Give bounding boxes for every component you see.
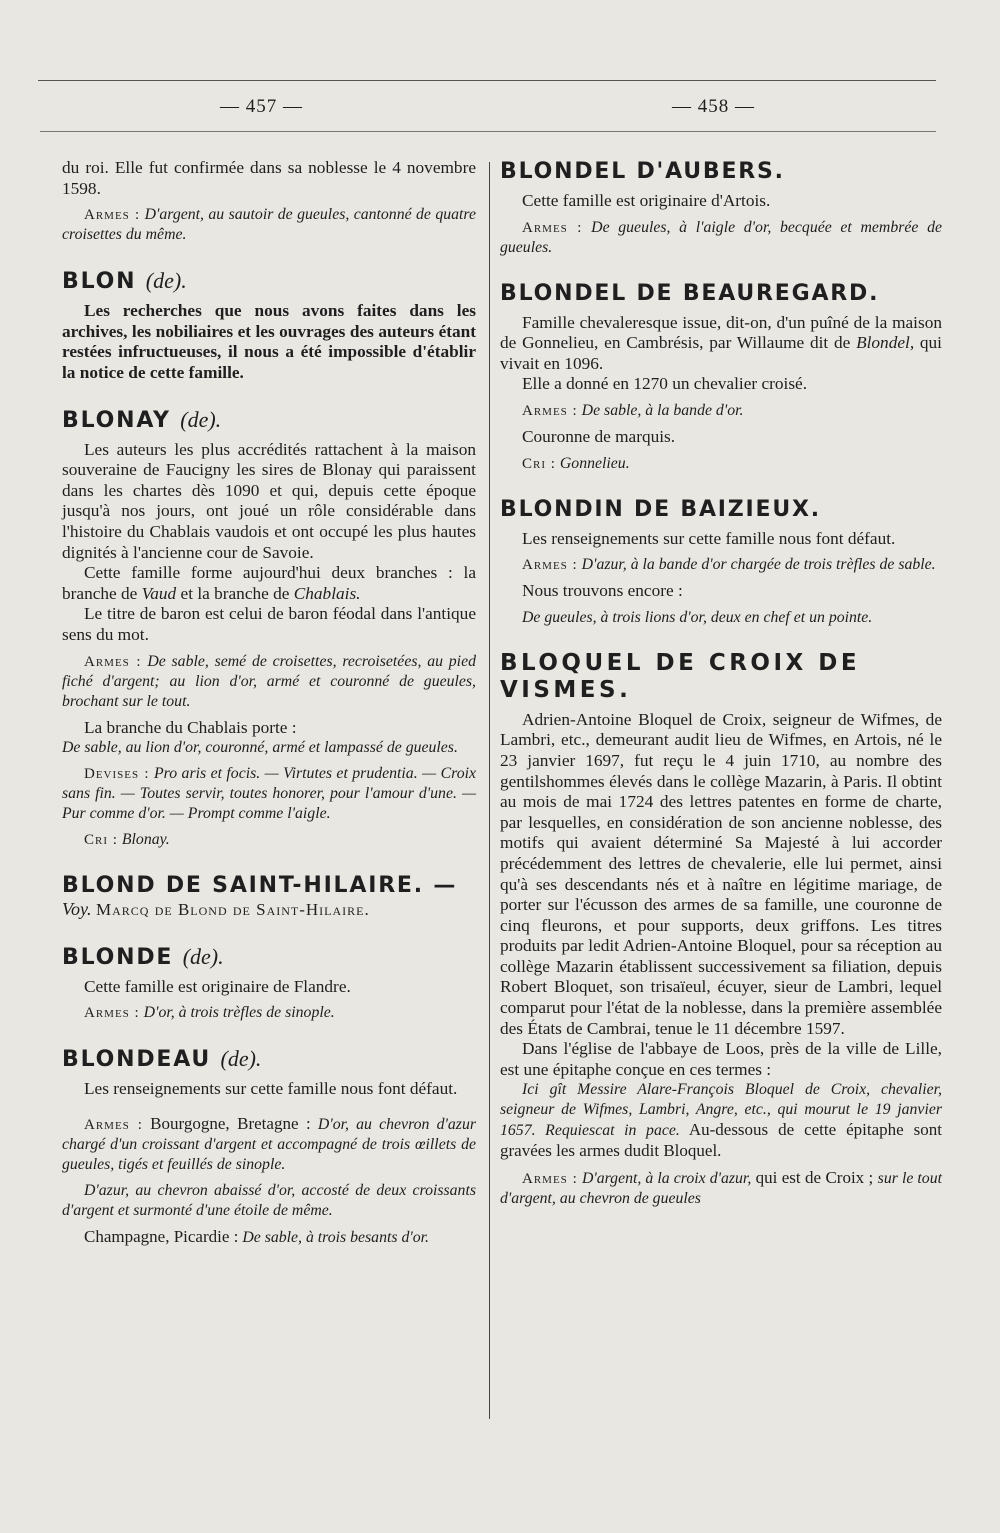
blonay-cri: Cri : Blonay. xyxy=(84,831,170,849)
baiz-paragraph: Les renseignements sur cette famille nous font défaut. xyxy=(522,528,896,548)
beau-paragraph-2: Elle a donné en 1270 un chevalier croisé. xyxy=(522,374,808,394)
beau-crown: Couronne de marquis. xyxy=(522,426,676,446)
header-rule xyxy=(40,131,936,132)
aubers-arms: Armes : De gueules, à l'aigle d'or, becquée et membrée de gueules. xyxy=(500,218,943,256)
blonay-paragraph-1: Les auteurs les plus accrédités rattachent à la maison souveraine de Faucigny les sires de Blonay qui paraissent dans les chartes dès 1090 et qui, depuis cette époque jusqu'à nos jours, ont joué un rôle considérable dans l'histoire du Chablais vaudois et ont occupé les plus hautes dignités à l'ancienne cour de Savoie. xyxy=(62,439,476,562)
left-column xyxy=(62,158,476,1248)
blonde-arms: Armes : D'or, à trois trèfles de sinople. xyxy=(84,1004,335,1022)
blondeau-arms-3: Champagne, Picardie : De sable, à trois besants d'or. xyxy=(84,1226,429,1246)
entry-title-blonay: BLONAY (de). xyxy=(62,406,222,433)
intro-arms: Armes : D'argent, au sautoir de gueules, cantonné de quatre croisettes du même. xyxy=(62,206,477,244)
entry-title-blondeau: BLONDEAU (de). xyxy=(62,1046,262,1073)
beau-arms: Armes : De sable, à la bande d'or. xyxy=(522,401,744,419)
entry-title-blond-saint-hilaire: BLOND DE SAINT-HILAIRE. — xyxy=(62,873,458,899)
entry-title-blondel-beauregard: BLONDEL DE BEAUREGARD. xyxy=(500,280,880,306)
bsh-reference: Voy. Marcq de Blond de Saint-Hilaire. xyxy=(62,899,370,920)
blonay-arms: Armes : De sable, semé de croisettes, recroisetées, au pied fiché d'argent; au lion d'or, armé et couronné de gueules, brochant sur le tout. xyxy=(62,652,476,710)
entry-title-blondel-aubers: BLONDEL D'AUBERS. xyxy=(500,159,785,184)
blonay-chablais: La branche du Chablais porte : xyxy=(84,717,297,737)
bloquel-epitaph: Ici gît Messire Alare-François Bloquel de Croix, chevalier, seigneur de Wifmes, Lambri, Angre, etc., qui mourut le 19 janvier 1657. Requiescat in pace. Au-dessous de cette épitaphe sont gravées les armes dudit Bloquel. xyxy=(500,1081,942,1161)
beau-cri: Cri : Gonnelieu. xyxy=(522,454,630,472)
column-divider xyxy=(489,162,490,1419)
entry-title-blonde: BLONDE (de). xyxy=(62,943,224,970)
bloquel-paragraph-1: Adrien-Antoine Bloquel de Croix, seigneur de Wifmes, de Lambri, etc., demeurant audit lieu de Wifmes, en Artois, né le 23 janvier 1697, fut reçu le 4 juin 1710, au nombre des gentilshommes élevés dans le collège Mazarin, à Paris. Il obtint au mois de mai 1724 des lettres patentes en forme de charte, par lesquelles, en considération de son ancienne noblesse, des motifs qui avaient déterminé Sa Majesté à lui accorder précédemment des lettres de chevalerie, elle lui permet, ainsi qu'à ses descendants nés et à naître en légitime mariage, de porter sur l'écusson des armes de sa famille, une couronne de cinq fleurons, et pour supports, deux griffons. Les titres produits par ledit Adrien-Antoine Bloquel, pour sa réception au collège Mazarin établissent successivement sa filiation, depuis Robert Bloquet, son trisaïeul, écuyer, sieur de Lambri, lequel comparut pour l'état de la noblesse, dans la première assemblée des États de Cambrai, tenue le 11 décembre 1597. xyxy=(500,709,942,1038)
blondeau-arms-2: D'azur, au chevron abaissé d'or, accosté de deux croissants d'argent et surmonté d'une étoile de même. xyxy=(62,1181,476,1219)
baiz-more: Nous trouvons encore : xyxy=(522,581,683,601)
bloquel-paragraph-2: Dans l'église de l'abbaye de Loos, près de la ville de Lille, est une épitaphe conçue en ces termes : xyxy=(500,1039,942,1079)
blonay-chablais-arms: De sable, au lion d'or, couronné, armé et lampassé de gueules. xyxy=(62,739,458,757)
entry-title-blondin-baizieux: BLONDIN DE BAIZIEUX. xyxy=(500,496,821,522)
beau-paragraph-1: Famille chevaleresque issue, dit-on, d'un puîné de la maison de Gonnelieu, en Cambrésis, par Willaume dit de Blondel, qui vivait en 1096. xyxy=(500,312,942,373)
blonay-devises: Devises : Pro aris et focis. — Virtutes et prudentia. — Croix sans fin. — Toutes servir, toutes honorer, pour l'amour d'une. — Pur comme d'or. — Prompt comme l'aigle. xyxy=(62,765,476,823)
blondeau-arms-1: Armes : Bourgogne, Bretagne : D'or, au chevron d'azur chargé d'un croissant d'argent et accompagné de trois œillets de gueules, tigés et feuillés de sinople. xyxy=(62,1113,476,1173)
blonay-paragraph-3: Le titre de baron est celui de baron féodal dans l'antique sens du mot. xyxy=(62,604,476,644)
blon-paragraph: Les recherches que nous avons faites dans les archives, les nobiliaires et les ouvrages des auteurs étant restées infructueuses, il nous a été impossible d'établir la notice de cette famille. xyxy=(62,301,476,382)
right-column xyxy=(500,158,942,1209)
top-rule xyxy=(38,80,936,81)
baiz-arms: Armes : D'azur, à la bande d'or chargée de trois trèfles de sable. xyxy=(522,556,936,574)
blonay-paragraph-2: Cette famille forme aujourd'hui deux branches : la branche de Vaud et la branche de Chablais. xyxy=(62,563,476,603)
blonde-paragraph: Cette famille est originaire de Flandre. xyxy=(84,976,351,996)
entry-title-blon: BLON (de). xyxy=(62,268,187,295)
bloquel-arms: Armes : D'argent, à la croix d'azur, qui est de Croix ; sur le tout d'argent, au chevron de gueules xyxy=(500,1168,942,1208)
page-number-right: — 458 — xyxy=(672,96,755,117)
blondeau-paragraph: Les renseignements sur cette famille nous font défaut. xyxy=(84,1079,458,1099)
page-number-left: — 457 — xyxy=(220,96,303,117)
baiz-arms-2: De gueules, à trois lions d'or, deux en chef et un pointe. xyxy=(522,608,873,626)
entry-title-bloquel: BLOQUEL DE CROIX DE VISMES. xyxy=(500,649,861,703)
intro-text: du roi. Elle fut confirmée dans sa noblesse le 4 novembre 1598. xyxy=(62,158,476,198)
aubers-paragraph: Cette famille est originaire d'Artois. xyxy=(522,191,771,210)
